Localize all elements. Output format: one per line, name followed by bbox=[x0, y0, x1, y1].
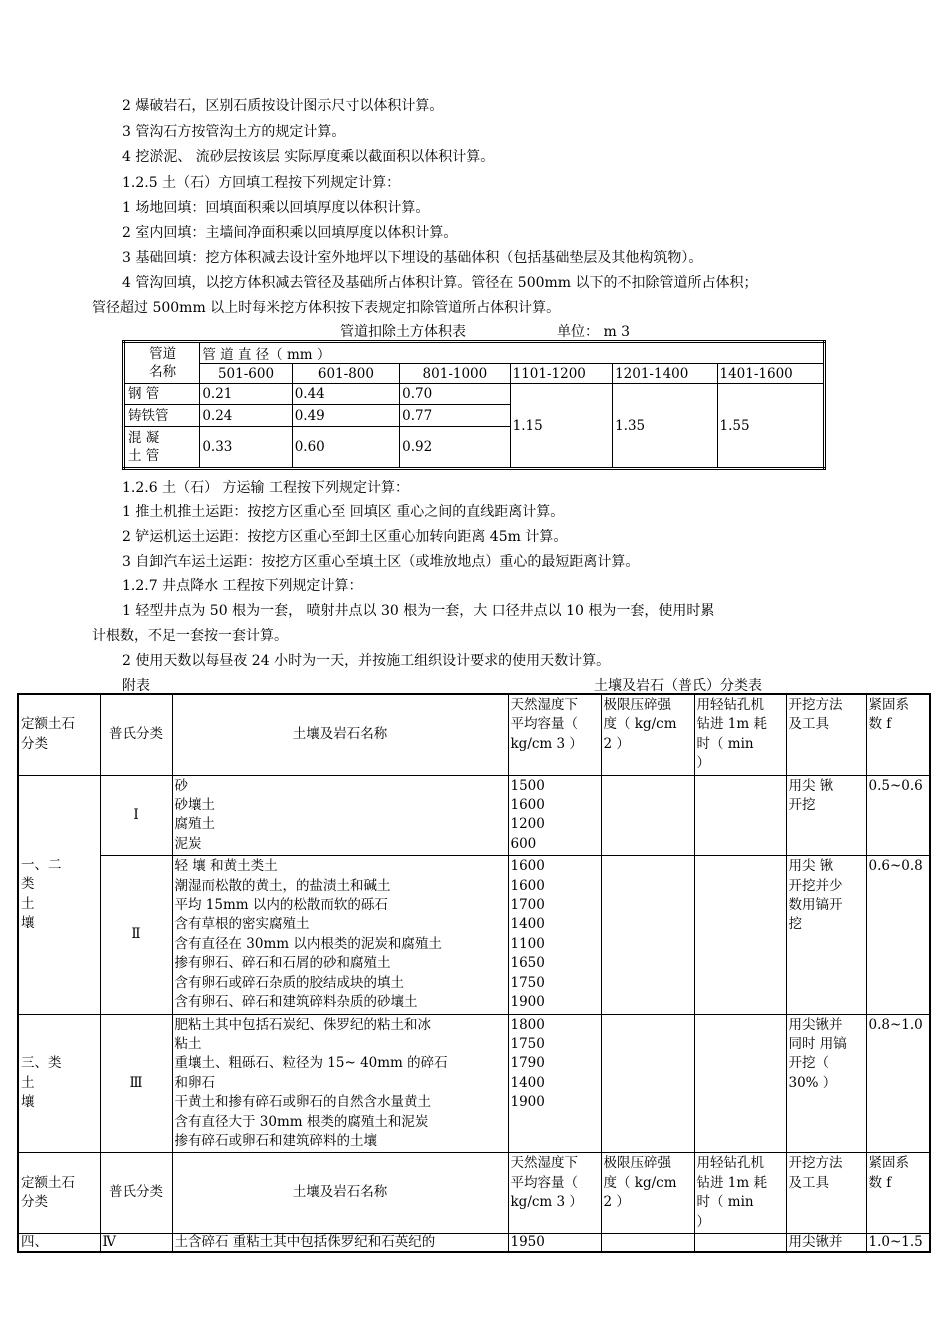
header-pu: 普氏分类 bbox=[100, 1153, 172, 1234]
soil-table-title: 土壤及岩石（普氏）分类表 bbox=[594, 678, 762, 694]
section-heading: 1.2.7 井点降水 工程按下列规定计算： bbox=[122, 578, 363, 594]
dig-method: 用尖 锹 开挖 bbox=[786, 775, 866, 856]
table-row bbox=[18, 856, 930, 1014]
diameter-header: 管 道 直 径（ mm ） bbox=[200, 342, 825, 364]
soil-classification-table bbox=[17, 693, 931, 1253]
merged-value: 1.15 bbox=[510, 384, 612, 469]
paragraph: 计根数，不足一套按一套计算。 bbox=[92, 628, 288, 644]
header-strength: 极限压碎强 度（ kg/cm 2 ） bbox=[601, 694, 694, 775]
dig-method: 用尖锹并 bbox=[786, 1233, 866, 1252]
densities: 1950 bbox=[508, 1233, 601, 1252]
paragraph: 管径超过 500mm 以上时每米挖方体积按下表规定扣除管道所占体积计算。 bbox=[92, 300, 561, 316]
header-method: 开挖方法 及工具 bbox=[786, 694, 866, 775]
strength-cell bbox=[601, 775, 694, 856]
pipe-table-caption: 管道扣除土方体积表 bbox=[340, 324, 466, 340]
col-header: 1401-1600 bbox=[717, 364, 825, 384]
row-name: 混 凝 土 管 bbox=[124, 426, 200, 468]
header-name: 土壤及岩石名称 bbox=[172, 1153, 508, 1234]
paragraph: 2 室内回填：主墙间净面积乘以回填厚度以体积计算。 bbox=[122, 225, 458, 241]
merged-value: 1.35 bbox=[613, 384, 717, 469]
row-name: 钢 管 bbox=[124, 384, 200, 405]
cell-value: 0.92 bbox=[400, 426, 510, 468]
dig-method: 用尖锹并 同时 用镐 开挖（ 30% ） bbox=[786, 1014, 866, 1153]
drill-cell bbox=[694, 856, 786, 1014]
header-density: 天然湿度下 平均容量（ kg/cm 3 ） bbox=[508, 1153, 601, 1234]
coefficient: 0.6~0.8 bbox=[866, 856, 930, 1014]
soil-names: 肥粘土其中包括石炭纪、侏罗纪的粘土和冰 粘土 重壤土、粗砾石、粒径为 15~ 40mm 的碎石 和卵石 干黄土和掺有碎石或卵石的自然含水量黄土 含有直径大于 30mm 根类的腐殖土和泥炭 掺有碎石或卵石和建筑碎料的土壤 bbox=[172, 1014, 508, 1153]
paragraph: 1 轻型井点为 50 根为一套， 喷射井点以 30 根为一套，大 口径井点以 10 根为一套，使用时累 bbox=[122, 603, 715, 619]
quota-class: 一、二 类 土 壤 bbox=[18, 775, 100, 1014]
paragraph: 3 基础回填：挖方体积减去设计室外地坪以下埋设的基础体积（包括基础垫层及其他构筑物）。 bbox=[122, 250, 703, 266]
table-row bbox=[18, 775, 930, 856]
cell-value: 0.70 bbox=[400, 384, 510, 405]
soil-names: 土含碎石 重粘土其中包括侏罗纪和石英纪的 bbox=[172, 1233, 508, 1252]
paragraph: 3 管沟石方按管沟土方的规定计算。 bbox=[122, 124, 346, 140]
quota-class: 四、 bbox=[18, 1233, 100, 1252]
section-heading: 1.2.6 土（石） 方运输 工程按下列规定计算： bbox=[122, 480, 409, 496]
table-row bbox=[124, 384, 825, 405]
paragraph: 2 使用天数以每昼夜 24 小时为一天，并按施工组织设计要求的使用天数计算。 bbox=[122, 653, 611, 669]
table-header-row bbox=[18, 1153, 930, 1234]
soil-names: 砂 砂壤土 腐殖土 泥炭 bbox=[172, 775, 508, 856]
cell-value: 0.21 bbox=[200, 384, 292, 405]
drill-cell bbox=[694, 1014, 786, 1153]
col-header: 601-800 bbox=[292, 364, 399, 384]
paragraph: 1 场地回填：回填面积乘以回填厚度以体积计算。 bbox=[122, 200, 430, 216]
coefficient: 1.0~1.5 bbox=[866, 1233, 930, 1252]
paragraph: 1 推土机推土运距：按挖方区重心至 回填区 重心之间的直线距离计算。 bbox=[122, 504, 565, 520]
cell-value: 0.60 bbox=[292, 426, 399, 468]
densities: 1600 1600 1700 1400 1100 1650 1750 1900 bbox=[508, 856, 601, 1014]
pipe-table-unit: 单位： m 3 bbox=[557, 324, 631, 340]
strength-cell bbox=[601, 1014, 694, 1153]
pipe-corner-header: 管道 名称 bbox=[124, 342, 200, 384]
pu-class: Ⅳ bbox=[100, 1233, 172, 1252]
pu-class: Ⅲ bbox=[100, 1014, 172, 1153]
header-method: 开挖方法 及工具 bbox=[786, 1153, 866, 1234]
cell-value: 0.77 bbox=[400, 405, 510, 426]
coefficient: 0.8~1.0 bbox=[866, 1014, 930, 1153]
col-header: 501-600 bbox=[200, 364, 292, 384]
col-header: 801-1000 bbox=[400, 364, 510, 384]
pu-class: Ⅰ bbox=[100, 775, 172, 856]
cell-value: 0.49 bbox=[292, 405, 399, 426]
table-row bbox=[18, 1014, 930, 1153]
header-density: 天然湿度下 平均容量（ kg/cm 3 ） bbox=[508, 694, 601, 775]
cell-value: 0.44 bbox=[292, 384, 399, 405]
header-pu: 普氏分类 bbox=[100, 694, 172, 775]
col-header: 1201-1400 bbox=[613, 364, 717, 384]
strength-cell bbox=[601, 856, 694, 1014]
cell-value: 0.33 bbox=[200, 426, 292, 468]
table-row bbox=[18, 1233, 930, 1252]
paragraph: 3 自卸汽车运土运距：按挖方区重心至填土区（或堆放地点）重心的最短距离计算。 bbox=[122, 554, 640, 570]
header-name: 土壤及岩石名称 bbox=[172, 694, 508, 775]
paragraph: 2 铲运机运土运距：按挖方区重心至卸土区重心加转向距离 45m 计算。 bbox=[122, 529, 568, 545]
section-heading: 1.2.5 土（石）方回填工程按下列规定计算： bbox=[122, 175, 401, 191]
header-drill: 用轻钻孔机 钻进 1m 耗 时（ min ） bbox=[694, 1153, 786, 1234]
coefficient: 0.5~0.6 bbox=[866, 775, 930, 856]
header-coef: 紧固系 数 f bbox=[866, 1153, 930, 1234]
soil-names: 轻 壤 和黄土类土 潮湿而松散的黄土，的盐渍土和碱土 平均 15mm 以内的松散而软的砾石 含有草根的密实腐殖土 含有直径在 30mm 以内根类的泥炭和腐殖土 掺有卵石、碎石和石屑的砂和腐殖土 含有卵石或碎石杂质的胶结成块的填土 含有卵石、碎石和建筑碎料杂质的砂壤土 bbox=[172, 856, 508, 1014]
cell-value: 0.24 bbox=[200, 405, 292, 426]
drill-cell bbox=[694, 775, 786, 856]
paragraph: 4 挖淤泥、 流砂层按该层 实际厚度乘以截面积以体积计算。 bbox=[122, 149, 495, 165]
header-drill: 用轻钻孔机 钻进 1m 耗 时（ min ） bbox=[694, 694, 786, 775]
pipe-deduction-table bbox=[122, 340, 826, 470]
paragraph: 2 爆破岩石，区别石质按设计图示尺寸以体积计算。 bbox=[122, 98, 444, 114]
quota-class: 三、类 土 壤 bbox=[18, 1014, 100, 1153]
drill-cell bbox=[694, 1233, 786, 1252]
paragraph: 4 管沟回填，以挖方体积减去管径及基础所占体积计算。管径在 500mm 以下的不扣除管道所占体积； bbox=[122, 275, 758, 291]
table-header-row bbox=[18, 694, 930, 775]
header-quota: 定额土石 分类 bbox=[18, 1153, 100, 1234]
densities: 1500 1600 1200 600 bbox=[508, 775, 601, 856]
merged-value: 1.55 bbox=[717, 384, 825, 469]
header-quota: 定额土石 分类 bbox=[18, 694, 100, 775]
header-strength: 极限压碎强 度（ kg/cm 2 ） bbox=[601, 1153, 694, 1234]
col-header: 1101-1200 bbox=[510, 364, 612, 384]
appendix-label: 附表 bbox=[122, 678, 150, 694]
pu-class: Ⅱ bbox=[100, 856, 172, 1014]
dig-method: 用尖 锹 开挖并少 数用镐开 挖 bbox=[786, 856, 866, 1014]
header-coef: 紧固系 数 f bbox=[866, 694, 930, 775]
densities: 1800 1750 1790 1400 1900 bbox=[508, 1014, 601, 1153]
row-name: 铸铁管 bbox=[124, 405, 200, 426]
strength-cell bbox=[601, 1233, 694, 1252]
